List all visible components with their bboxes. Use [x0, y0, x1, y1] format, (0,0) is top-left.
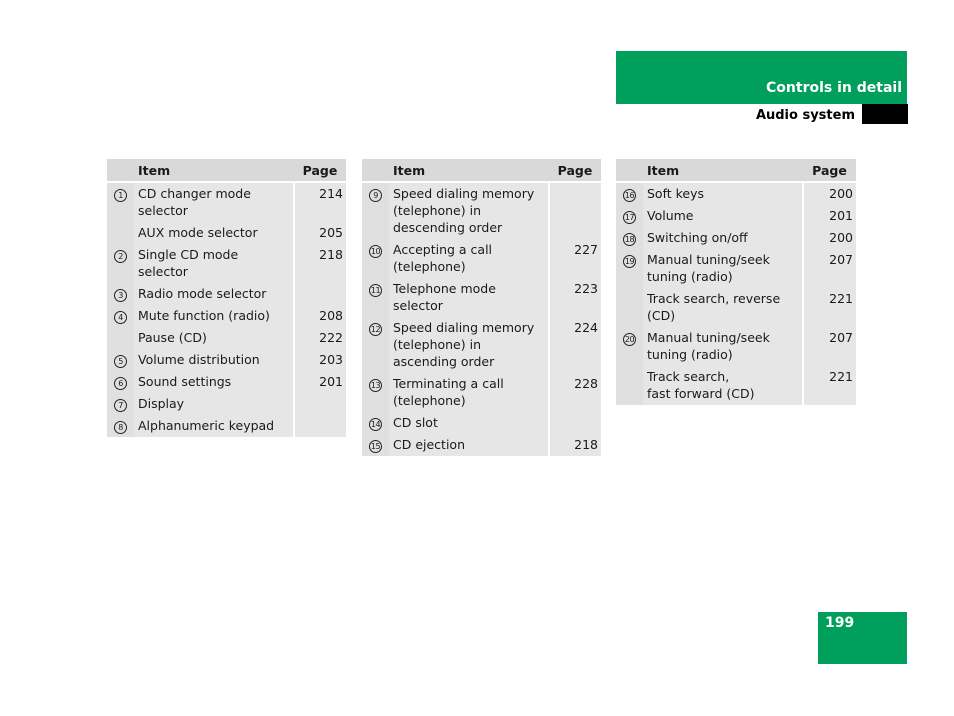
item-label: Volume — [643, 205, 803, 227]
item-number-cell — [616, 288, 643, 327]
item-label: Track search, fast forward (CD) — [643, 366, 803, 405]
item-page-ref: 218 — [294, 244, 346, 283]
item-number-marker: 17 — [624, 213, 635, 222]
item-number-cell — [107, 182, 134, 222]
item-label: Terminating a call (telephone) — [389, 373, 549, 412]
table-row — [362, 182, 601, 239]
item-number-marker: 10 — [370, 247, 381, 256]
item-label: Single CD mode selector — [134, 244, 294, 283]
item-label: AUX mode selector — [134, 222, 294, 244]
item-page-ref — [549, 182, 601, 239]
item-page-ref: 222 — [294, 327, 346, 349]
item-number-cell — [362, 373, 389, 412]
item-label: Switching on/off — [643, 227, 803, 249]
item-number-cell — [107, 349, 134, 371]
item-number-cell — [362, 239, 389, 278]
item-page-ref: 205 — [294, 222, 346, 244]
item-number-marker: 15 — [370, 442, 381, 451]
item-label: CD ejection — [389, 434, 549, 456]
item-number-cell — [107, 283, 134, 305]
item-page-ref: 228 — [549, 373, 601, 412]
item-number-marker: 16 — [624, 191, 635, 200]
item-number-cell — [362, 182, 389, 239]
item-number-cell — [107, 415, 134, 437]
header-item: Item — [643, 159, 803, 182]
item-label: Manual tuning/seek tuning (radio) — [643, 249, 803, 288]
item-page-ref: 201 — [803, 205, 856, 227]
item-number-marker: 8 — [114, 421, 127, 434]
table-row — [362, 434, 601, 456]
table-row — [362, 317, 601, 373]
item-label: Manual tuning/seek tuning (radio) — [643, 327, 803, 366]
item-number-marker: 7 — [114, 399, 127, 412]
item-page-ref: 218 — [549, 434, 601, 456]
table-row — [107, 371, 346, 393]
subsection-title: Audio system — [755, 108, 855, 123]
item-page-ref: 207 — [803, 249, 856, 288]
table-header-row — [107, 159, 346, 182]
item-label: Accepting a call (telephone) — [389, 239, 549, 278]
item-number-cell — [616, 205, 643, 227]
table-row — [107, 222, 346, 244]
legend-table-1 — [107, 159, 346, 437]
header-page: Page — [294, 159, 346, 182]
item-label: Mute function (radio) — [134, 305, 294, 327]
table-row — [107, 415, 346, 437]
item-number-cell — [362, 412, 389, 434]
item-page-ref: 200 — [803, 227, 856, 249]
item-number-marker: 12 — [370, 325, 381, 334]
header-num-cell — [616, 159, 643, 182]
item-page-ref — [294, 393, 346, 415]
table-row — [362, 239, 601, 278]
header-page: Page — [803, 159, 856, 182]
item-number-cell — [107, 393, 134, 415]
item-page-ref: 227 — [549, 239, 601, 278]
header-num-cell — [107, 159, 134, 182]
table-row — [107, 182, 346, 222]
item-number-cell — [107, 327, 134, 349]
item-label: Telephone mode selector — [389, 278, 549, 317]
item-number-cell — [107, 371, 134, 393]
item-number-marker: 4 — [114, 311, 127, 324]
table-row — [616, 288, 856, 327]
item-label: Display — [134, 393, 294, 415]
table-row — [616, 227, 856, 249]
section-title: Controls in detail — [766, 80, 902, 96]
legend-table-3 — [616, 159, 856, 405]
legend-table-2 — [362, 159, 601, 456]
item-number-marker: 20 — [624, 335, 635, 344]
item-page-ref: 214 — [294, 182, 346, 222]
item-page-ref: 221 — [803, 288, 856, 327]
table-row — [616, 249, 856, 288]
table-row — [362, 278, 601, 317]
table-row — [107, 393, 346, 415]
item-number-marker: 5 — [114, 355, 127, 368]
table-row — [107, 283, 346, 305]
item-page-ref: 223 — [549, 278, 601, 317]
item-page-ref — [549, 412, 601, 434]
item-page-ref: 208 — [294, 305, 346, 327]
item-label: Alphanumeric keypad — [134, 415, 294, 437]
item-label: Pause (CD) — [134, 327, 294, 349]
section-marker-bar — [862, 104, 908, 124]
item-label: Soft keys — [643, 182, 803, 205]
item-label: CD slot — [389, 412, 549, 434]
item-number-marker: 3 — [114, 289, 127, 302]
table-row — [362, 412, 601, 434]
item-label: Track search, reverse (CD) — [643, 288, 803, 327]
header-num-cell — [362, 159, 389, 182]
item-number-marker: 13 — [370, 381, 381, 390]
item-label: CD changer mode selector — [134, 182, 294, 222]
item-number-marker: 14 — [370, 420, 381, 429]
header-page: Page — [549, 159, 601, 182]
page-number: 199 — [825, 615, 855, 631]
header-item: Item — [389, 159, 549, 182]
item-number-cell — [362, 317, 389, 373]
item-page-ref: 221 — [803, 366, 856, 405]
table-row — [107, 349, 346, 371]
item-number-marker: 9 — [369, 189, 382, 202]
item-number-marker: 19 — [624, 257, 635, 266]
item-number-cell — [107, 305, 134, 327]
item-page-ref — [294, 415, 346, 437]
table-row — [616, 366, 856, 405]
item-page-ref: 224 — [549, 317, 601, 373]
item-number-cell — [107, 244, 134, 283]
table-header-row — [362, 159, 601, 182]
table-row — [107, 244, 346, 283]
table-row — [107, 305, 346, 327]
item-number-marker: 18 — [624, 235, 635, 244]
header-item: Item — [134, 159, 294, 182]
item-number-cell — [616, 249, 643, 288]
table-row — [616, 205, 856, 227]
item-label: Radio mode selector — [134, 283, 294, 305]
item-number-cell — [616, 227, 643, 249]
item-label: Volume distribution — [134, 349, 294, 371]
item-number-marker: 11 — [370, 286, 381, 295]
item-number-cell — [616, 182, 643, 205]
item-number-cell — [362, 278, 389, 317]
item-number-marker: 1 — [114, 189, 127, 202]
table-row — [616, 182, 856, 205]
section-header-tab — [616, 51, 907, 104]
table-row — [107, 327, 346, 349]
item-number-cell — [362, 434, 389, 456]
table-row — [362, 373, 601, 412]
item-label: Speed dialing memory (telephone) in descending order — [389, 182, 549, 239]
item-number-marker: 2 — [114, 250, 127, 263]
item-number-cell — [616, 366, 643, 405]
item-label: Speed dialing memory (telephone) in ascending order — [389, 317, 549, 373]
item-page-ref: 207 — [803, 327, 856, 366]
table-row — [616, 327, 856, 366]
item-page-ref: 200 — [803, 182, 856, 205]
table-header-row — [616, 159, 856, 182]
item-page-ref: 201 — [294, 371, 346, 393]
item-number-cell — [616, 327, 643, 366]
item-number-marker: 6 — [114, 377, 127, 390]
item-page-ref: 203 — [294, 349, 346, 371]
item-page-ref — [294, 283, 346, 305]
item-number-cell — [107, 222, 134, 244]
item-label: Sound settings — [134, 371, 294, 393]
